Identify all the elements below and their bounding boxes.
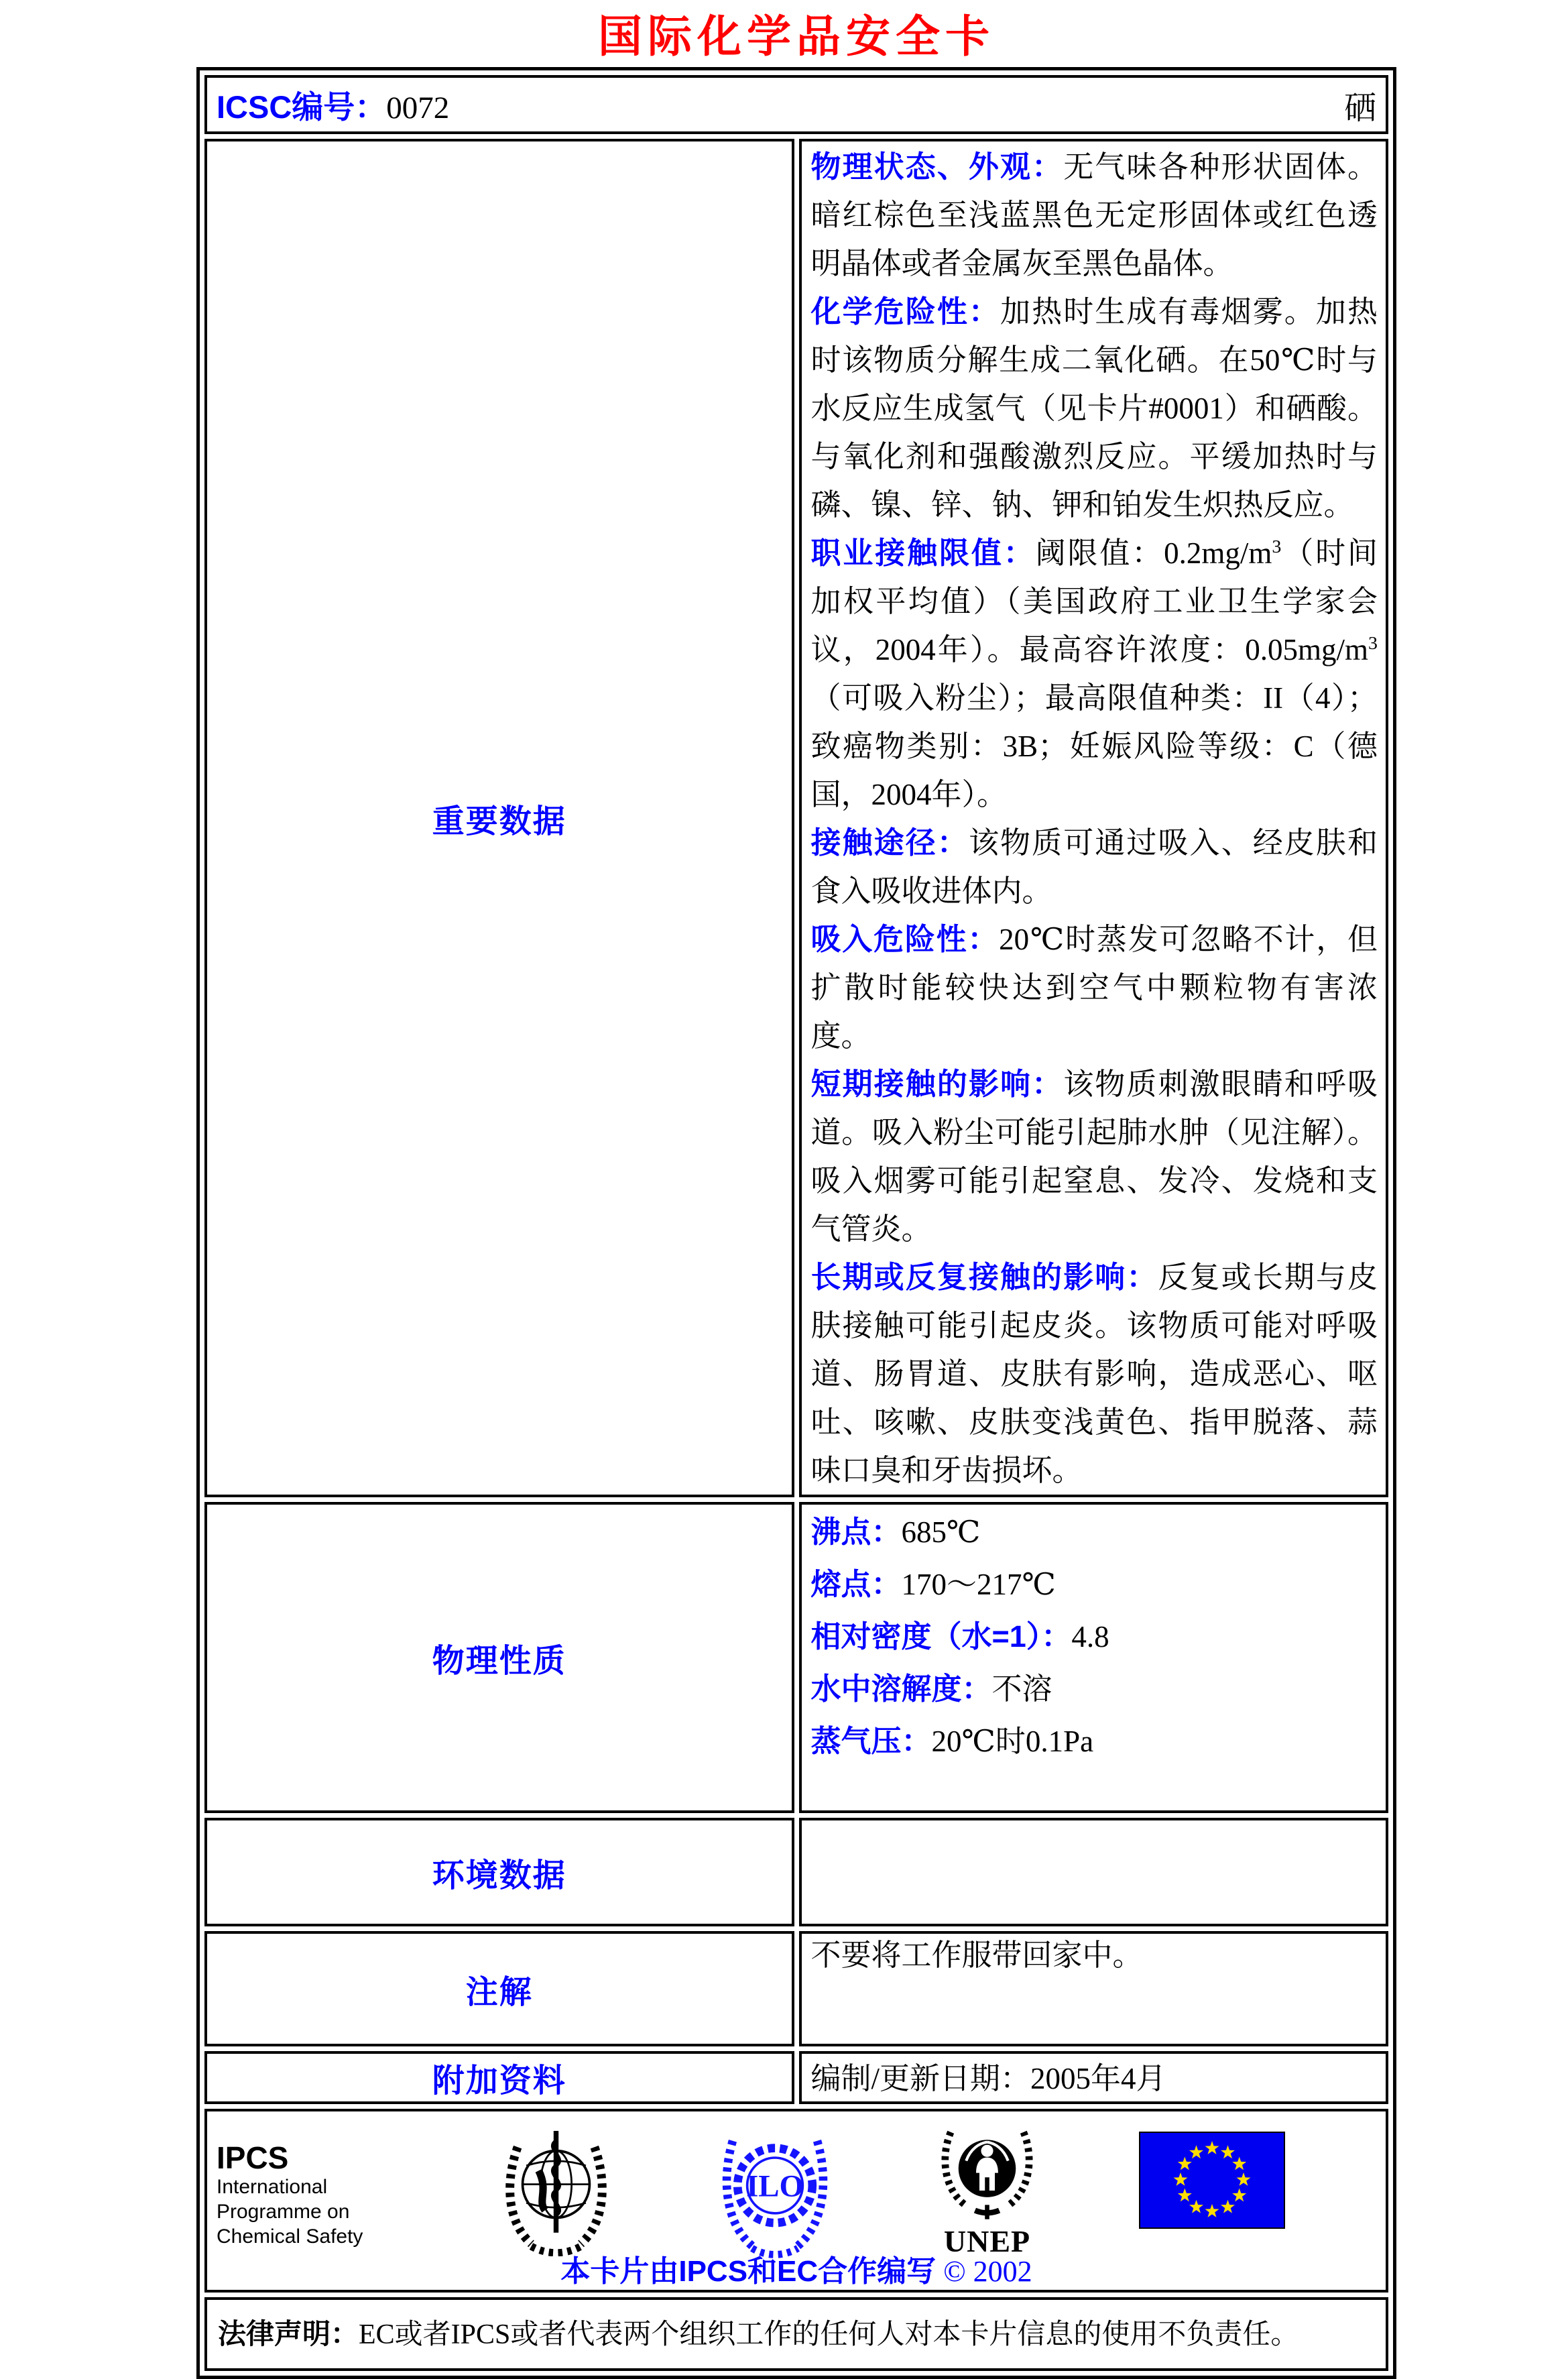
icsc-header-row (204, 75, 1388, 134)
notes-row (204, 1931, 1388, 2046)
entry-text: 20℃时0.1Pa (931, 1725, 1094, 1758)
entry-label: 长期或反复接触的影响： (810, 1260, 1158, 1294)
entry-line (811, 143, 1378, 288)
credit-text: 本卡片由IPCS和EC合作编写 (560, 2255, 937, 2288)
entry-label: 职业接触限值： (810, 536, 1036, 570)
entry-label: 沸点： (810, 1515, 902, 1549)
important-data-content (799, 139, 1389, 1497)
entry-text: 反复或长期与皮肤接触可能引起皮炎。该物质可能对呼吸道、肠胃道、皮肤有影响，造成恶心、呕吐、咳嗽、皮肤变浅黄色、指甲脱落、蒜味口臭和牙齿损坏。 (810, 1261, 1378, 1487)
credit-line (207, 2247, 1386, 2290)
entry-label: 化学危险性： (810, 294, 1001, 329)
page-header (196, 0, 1396, 63)
entry-line (811, 1506, 1378, 1558)
entry-text: 阈限值：0.2mg/m (1035, 536, 1272, 570)
environmental-data-row (204, 1818, 1388, 1926)
unep-label: UNEP (943, 2224, 1031, 2258)
entry-text: 不溶 (991, 1672, 1052, 1706)
entry-label: 接触途径： (810, 825, 969, 860)
credit-copyright: © 2002 (943, 2255, 1032, 2288)
ilo-letters: ILO (746, 2168, 804, 2204)
entry-label: 水中溶解度： (810, 1672, 992, 1706)
icsc-number-label: ICSC编号： (217, 89, 387, 125)
entry-line (811, 1935, 1378, 1975)
entry-label: 熔点： (810, 1567, 902, 1601)
entry-label: 短期接触的影响： (810, 1067, 1064, 1101)
entry-line (811, 1663, 1378, 1715)
ipcs-subtitle-line3: Chemical Safety (217, 2225, 363, 2248)
additional-info-content (799, 2051, 1389, 2104)
ipcs-text-block (217, 2122, 398, 2249)
eu-flag-icon (1139, 2132, 1285, 2232)
icsc-number-group (217, 82, 449, 127)
entry-superscript: 3 (1272, 536, 1282, 557)
entry-label: 蒸气压： (810, 1724, 932, 1758)
entry-line (811, 288, 1378, 529)
entry-line (811, 2058, 1378, 2099)
substance-name: 硒 (1343, 90, 1376, 126)
ilo-logo-icon (715, 2122, 835, 2263)
notes-content (799, 1931, 1389, 2046)
section-label-additional-info: 附加资料 (204, 2051, 794, 2104)
entry-label: 相对密度（水=1）： (810, 1619, 1072, 1653)
page-title: 国际化学品安全卡 (598, 11, 995, 61)
entry-line (811, 1253, 1378, 1495)
who-logo-icon (494, 2122, 618, 2260)
unep-logo-icon (932, 2122, 1042, 2221)
entry-label: 吸入危险性： (810, 922, 1000, 956)
unep-logo-block (932, 2122, 1042, 2257)
entry-text: 20℃时蒸发可忽略不计，但扩散时能较快达到空气中颗粒物有害浓度。 (810, 923, 1378, 1053)
entry-text: 编制/更新日期：2005年4月 (810, 2061, 1166, 2095)
entry-text: 685℃ (901, 1515, 981, 1549)
physical-properties-content (799, 1502, 1389, 1813)
entry-text: 该物质可通过吸入、经皮肤和食入吸收进体内。 (810, 826, 1378, 908)
entry-text: 该物质刺激眼睛和呼吸道。吸入粉尘可能引起肺水肿（见注解）。吸入烟雾可能引起窒息、发冷、发烧和支气管炎。 (810, 1067, 1378, 1246)
section-label-important-data: 重要数据 (204, 139, 794, 1497)
entry-line (811, 1060, 1378, 1253)
logos-cell (204, 2109, 1388, 2293)
additional-info-row (204, 2051, 1388, 2104)
entry-line (811, 819, 1378, 915)
entry-text: 不要将工作服带回家中。 (810, 1938, 1143, 1972)
physical-properties-row (204, 1502, 1388, 1813)
entry-text: （时间加权平均值）（美国政府工业卫生学家会议，2004年）。最高容许浓度：0.05mg/m (810, 536, 1378, 666)
important-data-row (204, 139, 1388, 1497)
section-label-environmental-data: 环境数据 (204, 1818, 794, 1926)
icsc-header-cell (204, 75, 1388, 134)
environmental-data-content (799, 1818, 1389, 1926)
entry-line (811, 529, 1378, 819)
legal-label: 法律声明： (218, 2317, 359, 2349)
entry-line (811, 915, 1378, 1060)
logos-row (204, 2109, 1388, 2293)
ipcs-subtitle-line2: Programme on (217, 2201, 350, 2223)
legal-cell (204, 2297, 1388, 2371)
entry-text: 170～217℃ (901, 1568, 1056, 1601)
section-label-physical-properties: 物理性质 (204, 1502, 794, 1813)
entry-superscript: 3 (1368, 633, 1378, 654)
icsc-number-value: 0072 (386, 90, 450, 125)
entry-text: 无气味各种形状固体。暗红棕色至浅蓝黑色无定形固体或红色透明晶体或者金属灰至黑色晶体。 (810, 150, 1378, 280)
ipcs-subtitle-line1: International (217, 2176, 328, 2198)
legal-row (204, 2297, 1388, 2371)
entry-line (811, 1611, 1378, 1663)
safety-card-table (196, 67, 1396, 2379)
entry-label: 物理状态、外观： (810, 150, 1064, 184)
ipcs-title: IPCS (217, 2140, 289, 2175)
entry-text: 加热时生成有毒烟雾。加热时该物质分解生成二氧化硒。在50℃时与水反应生成氢气（见卡片#0001）和硒酸。与氧化剂和强酸激烈反应。平缓加热时与磷、镍、锌、钠、钾和铂发生炽热反应。 (810, 295, 1378, 522)
section-label-notes: 注解 (204, 1931, 794, 2046)
entry-line (811, 1558, 1378, 1611)
entry-text: 4.8 (1071, 1620, 1109, 1653)
entry-text: （可吸入粉尘）；最高限值种类：II（4）；致癌物类别：3B；妊娠风险等级：C（德国，2004年）。 (810, 681, 1378, 811)
entry-line (811, 1715, 1378, 1767)
legal-text: EC或者IPCS或者代表两个组织工作的任何人对本卡片信息的使用不负责任。 (359, 2319, 1299, 2350)
